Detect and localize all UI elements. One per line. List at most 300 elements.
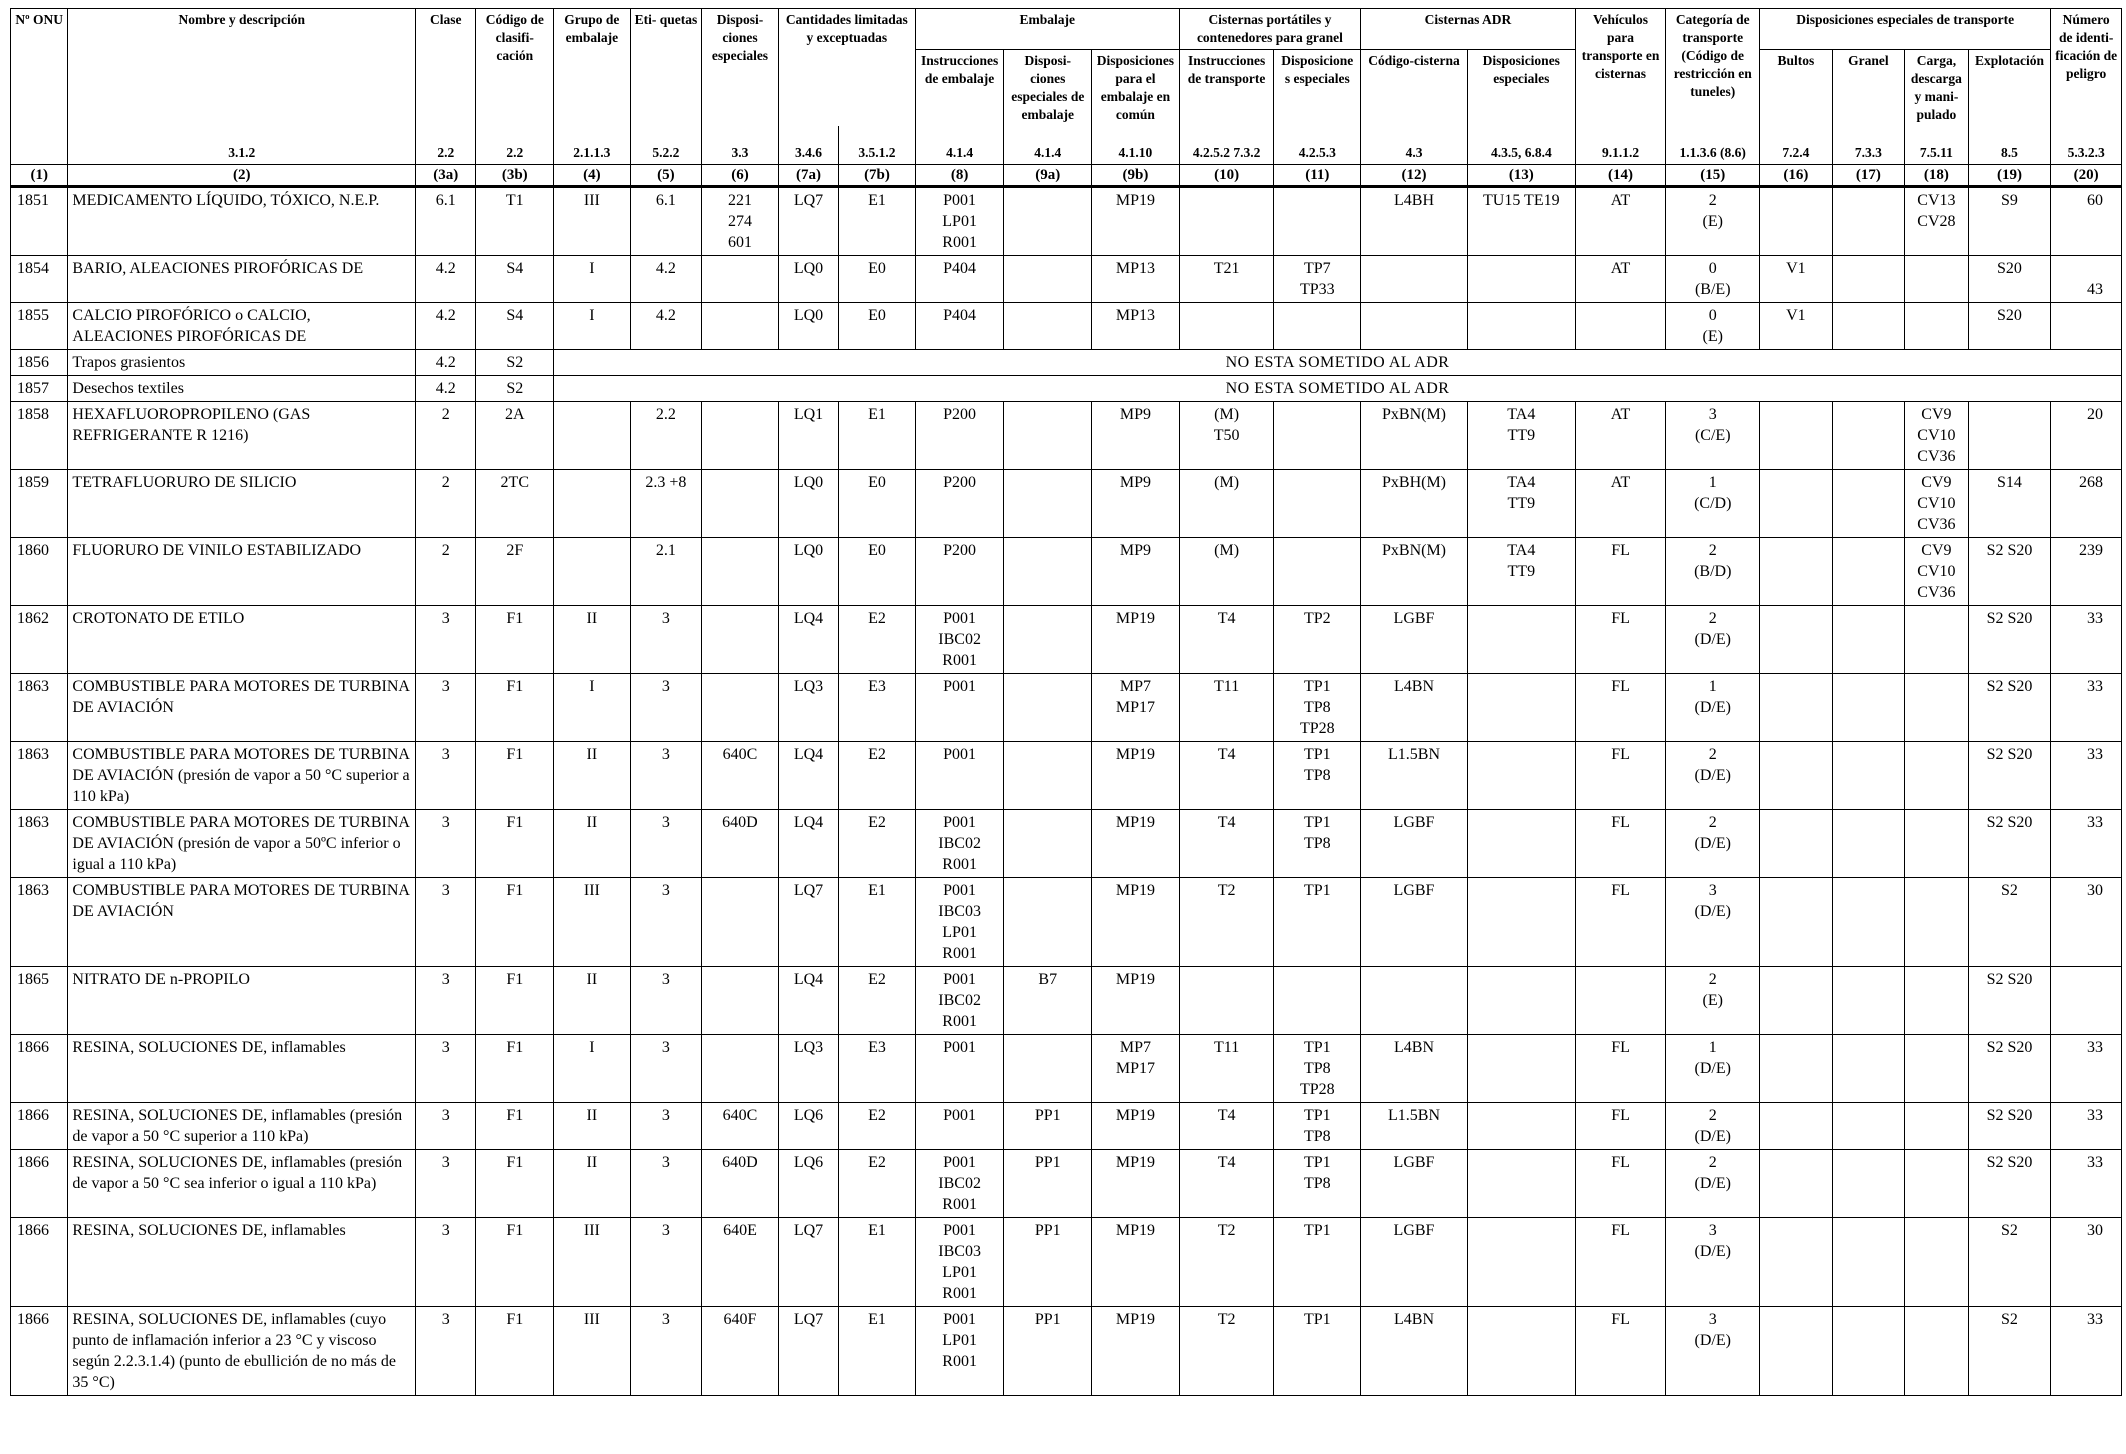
special-provisions-cell bbox=[702, 1103, 779, 1150]
cell-line: (D/E) bbox=[1694, 903, 1731, 920]
limited-qty-cell: LQ6 bbox=[778, 1103, 838, 1150]
classification-code-cell: S2 bbox=[476, 376, 554, 402]
labels-cell: 3 bbox=[630, 1218, 702, 1307]
transport-instructions-cell bbox=[1179, 1218, 1274, 1307]
labels-cell: 6.1 bbox=[630, 187, 702, 256]
tank-code-cell: PxBN(M) bbox=[1361, 538, 1468, 606]
transport-category-cell bbox=[1666, 1035, 1760, 1103]
cell-line: P001 bbox=[943, 882, 977, 899]
class-cell: 3 bbox=[416, 1103, 476, 1150]
packing-instructions-cell bbox=[915, 606, 1004, 674]
mixed-packing-cell: MP19 bbox=[1092, 1218, 1180, 1307]
col-adr-special-header: Disposiciones especiales bbox=[1467, 50, 1575, 127]
cell-line: 2 bbox=[1708, 814, 1717, 831]
cell-line: P001 bbox=[943, 1222, 977, 1239]
transport-instructions-cell bbox=[1179, 674, 1274, 742]
operation-cell: S2 S20 bbox=[1968, 1035, 2051, 1103]
cell-line: (E) bbox=[1702, 992, 1723, 1009]
table-row bbox=[11, 1307, 2122, 1396]
adr-special-cell bbox=[1467, 1218, 1575, 1307]
name-cell: TETRAFLUORURO DE SILICIO bbox=[68, 470, 416, 538]
packages-cell bbox=[1760, 967, 1833, 1035]
special-packing-cell bbox=[1004, 674, 1092, 742]
packing-group-cell bbox=[554, 402, 631, 470]
mixed-packing-cell: MP19 bbox=[1092, 187, 1180, 256]
cell-line: 2 bbox=[1708, 746, 1717, 763]
packing-group-cell: II bbox=[554, 810, 631, 878]
mixed-packing-cell: MP19 bbox=[1092, 1307, 1180, 1396]
classification-code-cell: S2 bbox=[476, 350, 554, 376]
special-packing-cell bbox=[1004, 470, 1092, 538]
limited-qty-cell: LQ0 bbox=[778, 538, 838, 606]
cell-line: 3 bbox=[1708, 882, 1717, 899]
tank-vehicle-cell: AT bbox=[1575, 256, 1666, 303]
table-row bbox=[11, 402, 2122, 470]
transport-category-cell bbox=[1666, 187, 1760, 256]
special-provisions-cell bbox=[702, 1307, 779, 1396]
adr-special-cell bbox=[1467, 878, 1575, 967]
cell-line: MP17 bbox=[1115, 699, 1155, 716]
col-hazard-id-header: Número de identi- ficación de peligro bbox=[2051, 9, 2122, 127]
cell-line: TP1 bbox=[1303, 1222, 1331, 1239]
cell-line: TP1 bbox=[1303, 1039, 1331, 1056]
labels-cell: 3 bbox=[630, 1035, 702, 1103]
tank-code-cell bbox=[1361, 256, 1468, 303]
dangerous-goods-table bbox=[10, 8, 2122, 1396]
special-provisions-cell bbox=[702, 402, 779, 470]
classification-code-cell: S4 bbox=[476, 256, 554, 303]
special-packing-cell: PP1 bbox=[1004, 1103, 1092, 1150]
special-provisions-cell bbox=[702, 606, 779, 674]
un-number-cell: 1863 bbox=[11, 810, 68, 878]
special-provisions-cell bbox=[702, 1218, 779, 1307]
un-number-cell: 1851 bbox=[11, 187, 68, 256]
labels-cell: 2.1 bbox=[630, 538, 702, 606]
special-provisions-cell bbox=[702, 674, 779, 742]
cell-line: P001 bbox=[943, 1154, 977, 1171]
portable-special-cell bbox=[1274, 1035, 1361, 1103]
cell-line: CV36 bbox=[1917, 516, 1956, 533]
cell-line: TP8 bbox=[1303, 699, 1331, 716]
table-header bbox=[11, 9, 2122, 187]
transport-instructions-cell bbox=[1179, 1150, 1274, 1218]
cell-line: (D/E) bbox=[1694, 631, 1731, 648]
cell-line: (B/D) bbox=[1694, 563, 1732, 580]
cell-line: TP8 bbox=[1303, 835, 1331, 852]
table-row bbox=[11, 376, 2122, 402]
loading-cell bbox=[1905, 674, 1968, 742]
cell-line: 2 bbox=[1708, 1154, 1717, 1171]
table-body bbox=[11, 187, 2122, 1396]
class-cell: 2 bbox=[416, 470, 476, 538]
tank-code-cell: LGBF bbox=[1361, 878, 1468, 967]
packing-instructions-cell bbox=[915, 1307, 1004, 1396]
cell-line: TA4 bbox=[1507, 542, 1536, 559]
packages-cell bbox=[1760, 1035, 1833, 1103]
cell-line: IBC03 bbox=[938, 1243, 981, 1260]
special-packing-cell bbox=[1004, 606, 1092, 674]
cell-line: P001 bbox=[943, 814, 977, 831]
name-cell: Trapos grasientos bbox=[68, 350, 416, 376]
cell-line: 601 bbox=[727, 234, 752, 251]
ref-c15: 1.1.3.6 (8.6) bbox=[1666, 126, 1760, 165]
packing-instructions-cell bbox=[915, 1218, 1004, 1307]
packing-group-cell: I bbox=[554, 256, 631, 303]
un-number-cell: 1860 bbox=[11, 538, 68, 606]
name-cell: RESINA, SOLUCIONES DE, inflamables bbox=[68, 1035, 416, 1103]
cell-line: T21 bbox=[1213, 260, 1240, 277]
adr-table-container bbox=[10, 8, 2122, 1396]
transport-category-cell bbox=[1666, 967, 1760, 1035]
excepted-qty-cell: E1 bbox=[839, 402, 916, 470]
cell-line: CV9 bbox=[1921, 406, 1952, 423]
classification-code-cell: F1 bbox=[476, 810, 554, 878]
tank-vehicle-cell bbox=[1575, 967, 1666, 1035]
cell-line: T2 bbox=[1217, 1222, 1236, 1239]
operation-cell: S2 bbox=[1968, 1307, 2051, 1396]
labels-cell: 3 bbox=[630, 1150, 702, 1218]
special-provisions-cell bbox=[702, 1035, 779, 1103]
cell-line: TP33 bbox=[1299, 281, 1335, 298]
transport-category-cell bbox=[1666, 256, 1760, 303]
cell-line: TP8 bbox=[1303, 1060, 1331, 1077]
cell-line: TA4 bbox=[1507, 474, 1536, 491]
transport-instructions-cell bbox=[1179, 402, 1274, 470]
cell-line: MP7 bbox=[1119, 678, 1151, 695]
not-subject-note: NO ESTA SOMETIDO AL ADR bbox=[554, 376, 2122, 402]
operation-cell bbox=[1968, 402, 2051, 470]
cell-line: 640D bbox=[722, 814, 758, 831]
cell-line: TA4 bbox=[1507, 406, 1536, 423]
operation-cell: S2 S20 bbox=[1968, 1103, 2051, 1150]
excepted-qty-cell: E1 bbox=[839, 1307, 916, 1396]
table-row bbox=[11, 1103, 2122, 1150]
col-transport-instructions-header: Instrucciones de transporte bbox=[1179, 50, 1274, 127]
labels-cell: 3 bbox=[630, 742, 702, 810]
class-cell: 2 bbox=[416, 402, 476, 470]
name-cell: NITRATO DE n-PROPILO bbox=[68, 967, 416, 1035]
class-cell: 3 bbox=[416, 878, 476, 967]
name-cell: COMBUSTIBLE PARA MOTORES DE TURBINA DE AVIACIÓN bbox=[68, 878, 416, 967]
cell-line: 2 bbox=[1708, 971, 1717, 988]
table-row bbox=[11, 674, 2122, 742]
cell-line: (E) bbox=[1702, 328, 1723, 345]
bulk-cell bbox=[1832, 1150, 1905, 1218]
name-cell: MEDICAMENTO LÍQUIDO, TÓXICO, N.E.P. bbox=[68, 187, 416, 256]
excepted-qty-cell: E0 bbox=[839, 538, 916, 606]
packages-cell bbox=[1760, 1150, 1833, 1218]
mixed-packing-cell bbox=[1092, 674, 1180, 742]
labels-cell: 2.2 bbox=[630, 402, 702, 470]
classification-code-cell: 2TC bbox=[476, 470, 554, 538]
col-portable-special-header: Disposicione s especiales bbox=[1274, 50, 1361, 127]
labels-cell: 3 bbox=[630, 1307, 702, 1396]
operation-cell: S9 bbox=[1968, 187, 2051, 256]
bulk-cell bbox=[1832, 742, 1905, 810]
cell-line: P404 bbox=[943, 307, 977, 324]
cell-line: 274 bbox=[727, 213, 752, 230]
cell-line: 3 bbox=[1708, 1311, 1717, 1328]
tank-code-cell: L4BN bbox=[1361, 674, 1468, 742]
cell-line: R001 bbox=[942, 1285, 977, 1302]
column-number: (3a) bbox=[416, 165, 476, 187]
special-packing-cell bbox=[1004, 810, 1092, 878]
column-number: (1) bbox=[11, 165, 68, 187]
special-packing-cell bbox=[1004, 256, 1092, 303]
cell-line: TU15 TE19 bbox=[1483, 192, 1560, 209]
bulk-cell bbox=[1832, 878, 1905, 967]
cell-line: (M) bbox=[1214, 542, 1240, 559]
transport-category-cell bbox=[1666, 1103, 1760, 1150]
transport-category-cell bbox=[1666, 402, 1760, 470]
cell-line: (D/E) bbox=[1694, 699, 1731, 716]
labels-cell: 3 bbox=[630, 878, 702, 967]
packing-group-cell: II bbox=[554, 742, 631, 810]
ref-c14: 9.1.1.2 bbox=[1575, 126, 1666, 165]
transport-category-cell bbox=[1666, 674, 1760, 742]
cell-line: TP7 bbox=[1303, 260, 1331, 277]
packing-instructions-cell bbox=[915, 187, 1004, 256]
packing-instructions-cell bbox=[915, 1035, 1004, 1103]
name-cell: RESINA, SOLUCIONES DE, inflamables (cuyo punto de inflamación inferior a 23 °C y viscoso según 2.2.3.1.4) (punto de ebullición de no más de 35 °C) bbox=[68, 1307, 416, 1396]
un-number-cell: 1862 bbox=[11, 606, 68, 674]
classification-code-cell: F1 bbox=[476, 606, 554, 674]
mixed-packing-cell: MP19 bbox=[1092, 606, 1180, 674]
cell-line: TP1 bbox=[1303, 882, 1331, 899]
bulk-cell bbox=[1832, 606, 1905, 674]
col-operation-header: Explotación bbox=[1968, 50, 2051, 127]
limited-qty-cell: LQ4 bbox=[778, 810, 838, 878]
limited-qty-cell: LQ7 bbox=[778, 878, 838, 967]
cell-line: TP1 bbox=[1303, 746, 1331, 763]
hazard-id-cell: 33 bbox=[2051, 674, 2122, 742]
hazard-id-cell: 33 bbox=[2051, 606, 2122, 674]
class-cell: 6.1 bbox=[416, 187, 476, 256]
ref-c19: 8.5 bbox=[1968, 126, 2051, 165]
class-cell: 3 bbox=[416, 606, 476, 674]
transport-instructions-cell bbox=[1179, 538, 1274, 606]
tank-code-cell: L4BH bbox=[1361, 187, 1468, 256]
column-number: (11) bbox=[1274, 165, 1361, 187]
tank-vehicle-cell: FL bbox=[1575, 674, 1666, 742]
cell-line: R001 bbox=[942, 945, 977, 962]
class-cell: 4.2 bbox=[416, 350, 476, 376]
class-cell: 4.2 bbox=[416, 303, 476, 350]
cell-line: (M) bbox=[1214, 474, 1240, 491]
col-packing-instructions-header: Instrucciones de embalaje bbox=[915, 50, 1004, 127]
packing-group-cell: III bbox=[554, 1218, 631, 1307]
packages-cell bbox=[1760, 674, 1833, 742]
excepted-qty-cell: E2 bbox=[839, 1103, 916, 1150]
column-number: (7b) bbox=[839, 165, 916, 187]
packages-cell bbox=[1760, 187, 1833, 256]
special-packing-cell: B7 bbox=[1004, 967, 1092, 1035]
cell-line: IBC03 bbox=[938, 903, 981, 920]
packages-cell bbox=[1760, 742, 1833, 810]
labels-cell: 4.2 bbox=[630, 256, 702, 303]
tank-vehicle-cell: FL bbox=[1575, 1103, 1666, 1150]
class-cell: 4.2 bbox=[416, 256, 476, 303]
col-classification-code-header: Código de clasifi- cación bbox=[476, 9, 554, 127]
special-provisions-cell bbox=[702, 810, 779, 878]
packing-group-cell: III bbox=[554, 878, 631, 967]
operation-cell: S20 bbox=[1968, 303, 2051, 350]
adr-special-cell bbox=[1467, 402, 1575, 470]
bulk-cell bbox=[1832, 303, 1905, 350]
ref-c5: 5.2.2 bbox=[630, 126, 702, 165]
table-row bbox=[11, 350, 2122, 376]
un-number-cell: 1857 bbox=[11, 376, 68, 402]
cell-line: CV36 bbox=[1917, 448, 1956, 465]
packing-group-cell bbox=[554, 470, 631, 538]
cell-line: TP8 bbox=[1303, 1128, 1331, 1145]
packages-cell: V1 bbox=[1760, 256, 1833, 303]
un-number-cell: 1859 bbox=[11, 470, 68, 538]
cell-line: TP1 bbox=[1303, 1311, 1331, 1328]
cell-line: 640C bbox=[722, 746, 758, 763]
tank-code-cell: LGBF bbox=[1361, 810, 1468, 878]
tank-code-cell: L4BN bbox=[1361, 1307, 1468, 1396]
ref-c3a: 2.2 bbox=[416, 126, 476, 165]
un-number-cell: 1866 bbox=[11, 1150, 68, 1218]
transport-instructions-cell bbox=[1179, 470, 1274, 538]
cell-line: (D/E) bbox=[1694, 1175, 1731, 1192]
adr-special-cell bbox=[1467, 1150, 1575, 1218]
transport-category-cell bbox=[1666, 1218, 1760, 1307]
cell-line: P001 bbox=[943, 1039, 977, 1056]
labels-cell: 3 bbox=[630, 810, 702, 878]
col-tank-code-header: Código-cisterna bbox=[1361, 50, 1468, 127]
packages-cell bbox=[1760, 878, 1833, 967]
special-packing-cell: PP1 bbox=[1004, 1218, 1092, 1307]
packing-instructions-cell bbox=[915, 967, 1004, 1035]
table-row bbox=[11, 1218, 2122, 1307]
table-row bbox=[11, 470, 2122, 538]
col-limited-quantities-header: Cantidades limitadas y exceptuadas bbox=[778, 9, 915, 127]
column-number: (13) bbox=[1467, 165, 1575, 187]
classification-code-cell: F1 bbox=[476, 1035, 554, 1103]
loading-cell bbox=[1905, 742, 1968, 810]
classification-code-cell: F1 bbox=[476, 1150, 554, 1218]
hazard-id-cell: 30 bbox=[2051, 1218, 2122, 1307]
bulk-cell bbox=[1832, 256, 1905, 303]
portable-special-cell bbox=[1274, 1218, 1361, 1307]
transport-instructions-cell bbox=[1179, 967, 1274, 1035]
cell-line: (M) bbox=[1214, 406, 1240, 423]
special-provisions-cell bbox=[702, 187, 779, 256]
transport-category-cell bbox=[1666, 878, 1760, 967]
ref-c18: 7.5.11 bbox=[1905, 126, 1968, 165]
cell-line: TT9 bbox=[1507, 427, 1536, 444]
transport-instructions-cell bbox=[1179, 1307, 1274, 1396]
tank-code-cell: LGBF bbox=[1361, 1150, 1468, 1218]
mixed-packing-cell: MP19 bbox=[1092, 878, 1180, 967]
special-provisions-cell bbox=[702, 538, 779, 606]
col-labels-header: Eti- quetas bbox=[630, 9, 702, 127]
name-cell: Desechos textiles bbox=[68, 376, 416, 402]
name-cell: COMBUSTIBLE PARA MOTORES DE TURBINA DE AVIACIÓN (presión de vapor a 50 °C superior a 110 kPa) bbox=[68, 742, 416, 810]
cell-line: CV9 bbox=[1921, 542, 1952, 559]
cell-line: 3 bbox=[1708, 406, 1717, 423]
portable-special-cell bbox=[1274, 674, 1361, 742]
un-number-cell: 1856 bbox=[11, 350, 68, 376]
col-class-header: Clase bbox=[416, 9, 476, 127]
excepted-qty-cell: E1 bbox=[839, 187, 916, 256]
table-row bbox=[11, 1035, 2122, 1103]
cell-line: P001 bbox=[943, 610, 977, 627]
operation-cell: S2 bbox=[1968, 1218, 2051, 1307]
column-number: (15) bbox=[1666, 165, 1760, 187]
packages-cell bbox=[1760, 1218, 1833, 1307]
classification-code-cell: F1 bbox=[476, 1103, 554, 1150]
adr-special-cell bbox=[1467, 967, 1575, 1035]
cell-line: TP1 bbox=[1303, 1154, 1331, 1171]
tank-code-cell: PxBH(M) bbox=[1361, 470, 1468, 538]
un-number-cell: 1866 bbox=[11, 1103, 68, 1150]
limited-qty-cell: LQ4 bbox=[778, 967, 838, 1035]
cell-line: 640F bbox=[723, 1311, 757, 1328]
cell-line: 2 bbox=[1708, 1107, 1717, 1124]
name-cell: FLUORURO DE VINILO ESTABILIZADO bbox=[68, 538, 416, 606]
loading-cell bbox=[1905, 187, 1968, 256]
portable-special-cell bbox=[1274, 810, 1361, 878]
mixed-packing-cell: MP19 bbox=[1092, 810, 1180, 878]
table-row bbox=[11, 810, 2122, 878]
un-number-cell: 1865 bbox=[11, 967, 68, 1035]
special-packing-cell bbox=[1004, 538, 1092, 606]
loading-cell bbox=[1905, 1150, 1968, 1218]
cell-line: CV10 bbox=[1917, 427, 1956, 444]
column-number: (6) bbox=[702, 165, 779, 187]
col-special-packing-header: Disposi- ciones especiales de embalaje bbox=[1004, 50, 1092, 127]
tank-vehicle-cell: AT bbox=[1575, 187, 1666, 256]
packing-group-cell: I bbox=[554, 674, 631, 742]
table-row bbox=[11, 303, 2122, 350]
adr-special-cell bbox=[1467, 1035, 1575, 1103]
column-number: (4) bbox=[554, 165, 631, 187]
loading-cell bbox=[1905, 1103, 1968, 1150]
packing-group-cell: I bbox=[554, 303, 631, 350]
transport-instructions-cell bbox=[1179, 1103, 1274, 1150]
mixed-packing-cell: MP9 bbox=[1092, 470, 1180, 538]
bulk-cell bbox=[1832, 674, 1905, 742]
col-packages-header: Bultos bbox=[1760, 50, 1833, 127]
cell-line: 640C bbox=[722, 1107, 758, 1124]
table-row bbox=[11, 1150, 2122, 1218]
packages-cell: V1 bbox=[1760, 303, 1833, 350]
table-row bbox=[11, 967, 2122, 1035]
portable-special-cell bbox=[1274, 303, 1361, 350]
cell-line: P200 bbox=[943, 542, 977, 559]
column-number: (9b) bbox=[1092, 165, 1180, 187]
un-number-cell: 1863 bbox=[11, 674, 68, 742]
cell-line: T4 bbox=[1217, 746, 1236, 763]
packing-group-cell: III bbox=[554, 1307, 631, 1396]
packages-cell bbox=[1760, 402, 1833, 470]
hazard-id-cell: 33 bbox=[2051, 742, 2122, 810]
cell-line: R001 bbox=[942, 1353, 977, 1370]
tank-vehicle-cell: FL bbox=[1575, 606, 1666, 674]
adr-special-cell bbox=[1467, 1103, 1575, 1150]
tank-code-cell: PxBN(M) bbox=[1361, 402, 1468, 470]
classification-code-cell: 2F bbox=[476, 538, 554, 606]
tank-vehicle-cell: FL bbox=[1575, 1150, 1666, 1218]
mixed-packing-cell: MP19 bbox=[1092, 1150, 1180, 1218]
tank-vehicle-cell: FL bbox=[1575, 1307, 1666, 1396]
loading-cell bbox=[1905, 303, 1968, 350]
cell-line: (E) bbox=[1702, 213, 1723, 230]
cell-line: IBC02 bbox=[938, 835, 981, 852]
